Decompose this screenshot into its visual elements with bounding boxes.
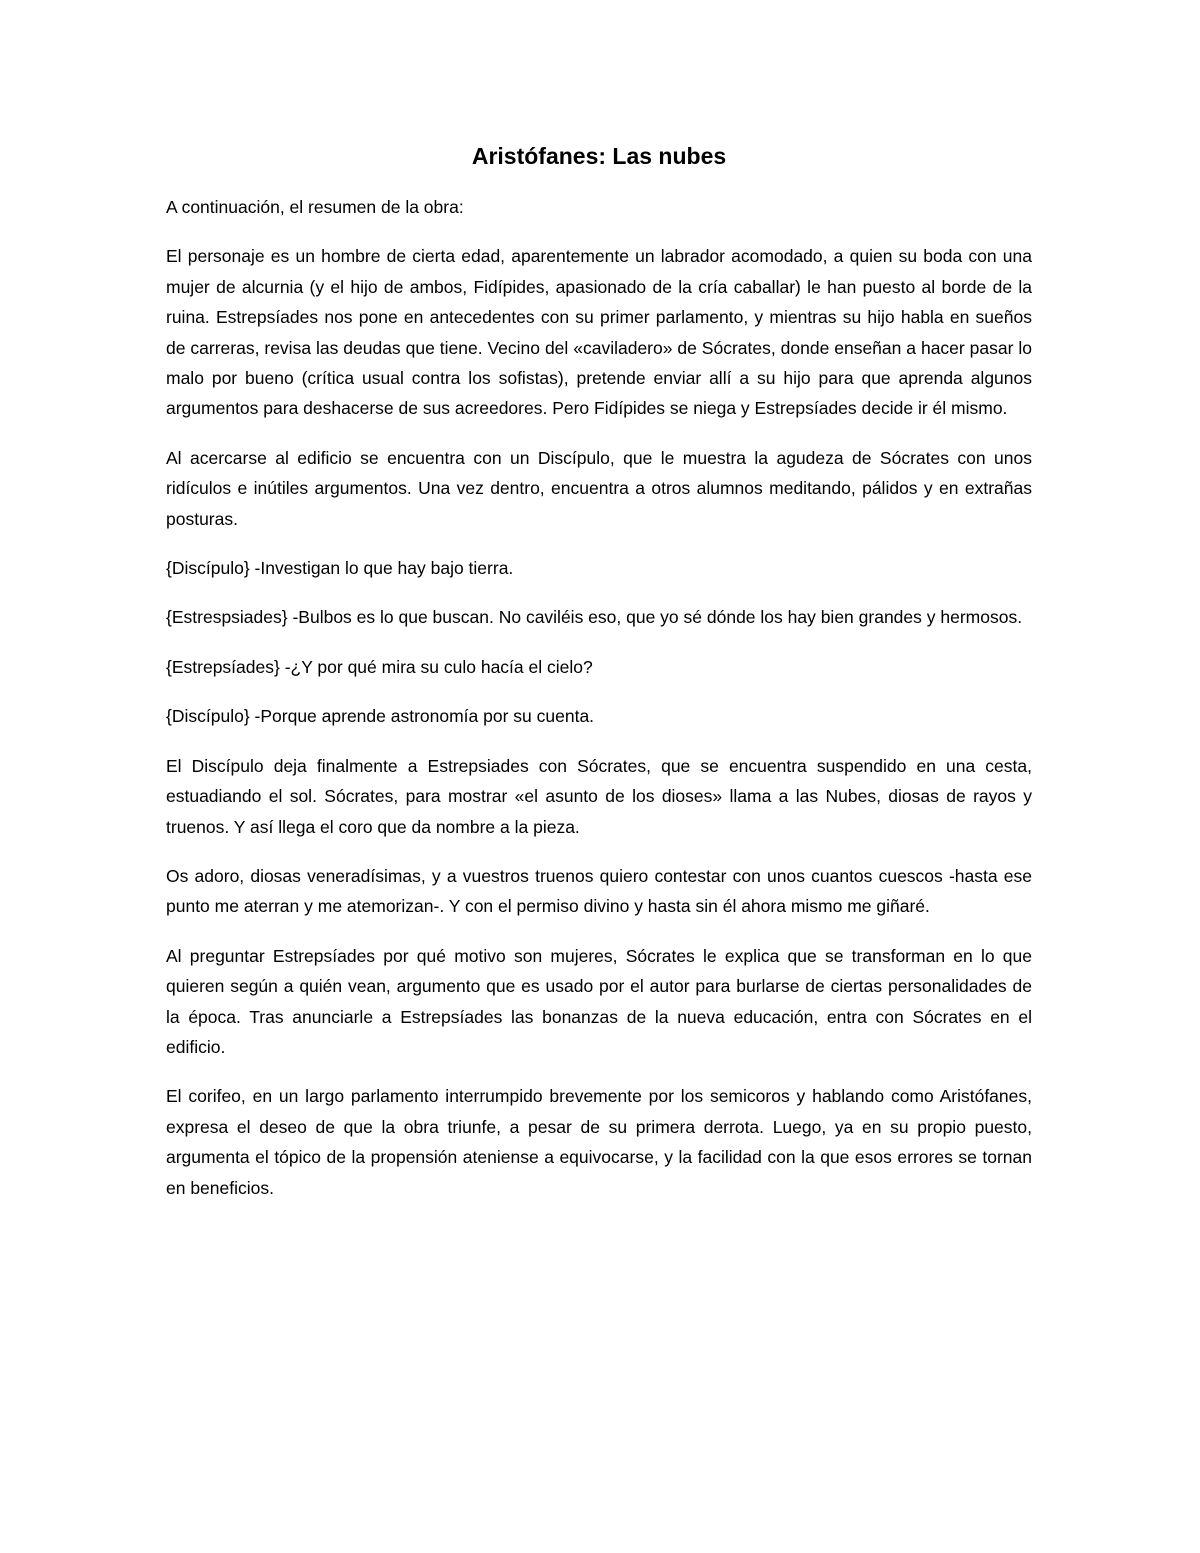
document-title: Aristófanes: Las nubes: [471, 143, 727, 169]
dialogue-line: {Estrespsiades} -Bulbos es lo que buscan. No caviléis eso, que yo sé dónde los hay bien grandes y hermosos.: [166, 607, 1023, 628]
document-page: [166, 140, 1032, 1222]
dialogue-line: {Discípulo} -Porque aprende astronomía por su cuenta.: [166, 706, 595, 727]
paragraph-character: El personaje es un hombre de cierta edad, aparentemente un labrador acomodado, a quien su boda con una mujer de alcurnia (y el hijo de ambos, Fidípides, apasionado de la cría caballar) le han puesto al borde de la ruina. Estrepsíades nos pone en antecedentes con su primer parlamento, y mientras su hijo habla en sueños de carreras, revisa las deudas que tiene. Vecino del «caviladero» de Sócrates, donde enseñan a hacer pasar lo malo por bueno (crítica usual contra los sofistas), pretende enviar allí a su hijo para que aprenda algunos argumentos para deshacerse de sus acreedores. Pero Fidípides se niega y Estrepsíades decide ir él mismo.: [166, 246, 1032, 419]
paragraph-women: Al preguntar Estrepsíades por qué motivo son mujeres, Sócrates le explica que se transforman en lo que quieren según a quién vean, argumento que es usado por el autor para burlarse de ciertas personalidades de la época. Tras anunciarle a Estrepsíades las bonanzas de la nueva educación, entra con Sócrates en el edificio.: [166, 945, 1032, 1057]
dialogue-line: {Discípulo} -Investigan lo que hay bajo tierra.: [166, 558, 514, 579]
dialogue-line: {Estrepsíades} -¿Y por qué mira su culo hacía el cielo?: [166, 656, 593, 677]
paragraph-socrates: El Discípulo deja finalmente a Estrepsiades con Sócrates, que se encuentra suspendido en una cesta, estuadiando el sol. Sócrates, para mostrar «el asunto de los dioses» llama a las Nubes, diosas de rayos y truenos. Y así llega el coro que da nombre a la pieza.: [166, 755, 1032, 837]
paragraph-building: Al acercarse al edificio se encuentra con un Discípulo, que le muestra la agudeza de Sócrates con unos ridículos e inútiles argumentos. Una vez dentro, encuentra a otros alumnos meditando, pálidos y en extrañas posturas.: [166, 447, 1032, 529]
paragraph-intro: A continuación, el resumen de la obra:: [166, 197, 464, 217]
paragraph-corifeo: El corifeo, en un largo parlamento interrumpido brevemente por los semicoros y hablando como Aristófanes, expresa el deseo de que la obra triunfe, a pesar de su primera derrota. Luego, ya en su propio puesto, argumenta el tópico de la propensión ateniense a equivocarse, y la facilidad con la que esos errores se tornan en beneficios.: [166, 1086, 1032, 1198]
paragraph-quote: Os adoro, diosas veneradísimas, y a vuestros truenos quiero contestar con unos cuantos cuescos -hasta ese punto me aterran y me atemorizan-. Y con el permiso divino y hasta sin él ahora mismo me giñaré.: [166, 865, 1032, 917]
